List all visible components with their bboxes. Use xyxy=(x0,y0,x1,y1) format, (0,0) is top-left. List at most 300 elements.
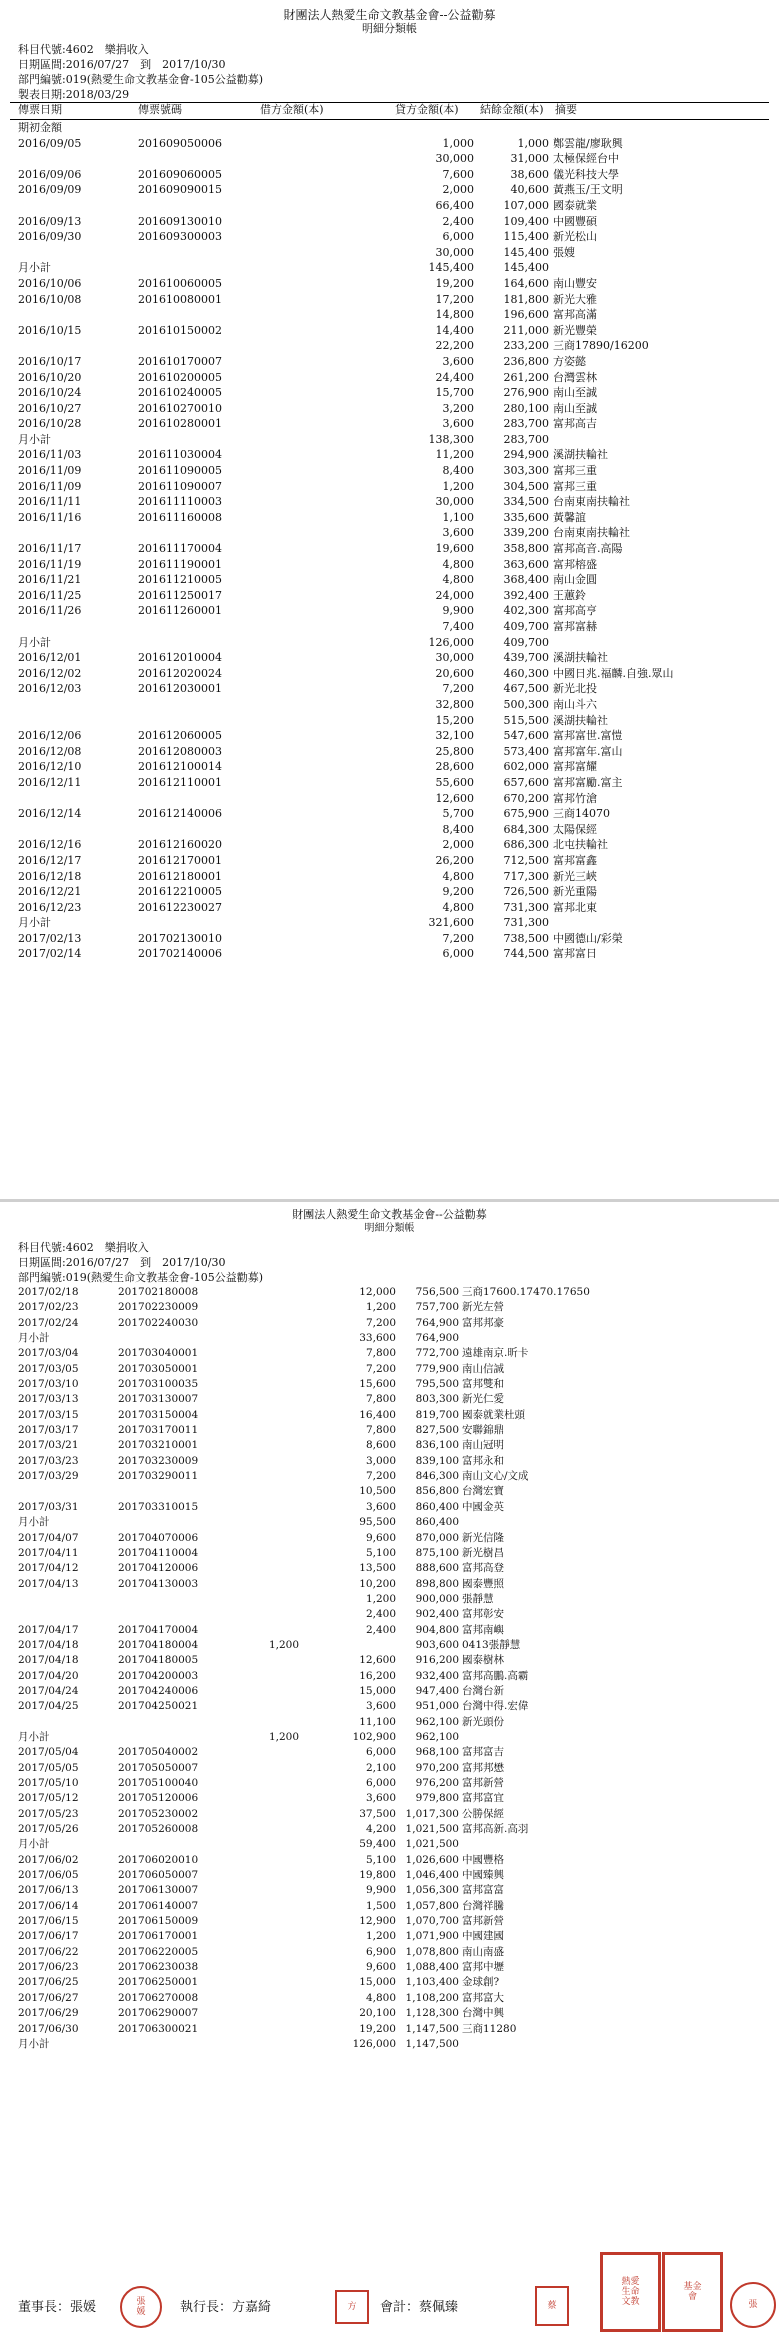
row-memo: 富邦雙和 xyxy=(462,1378,504,1391)
row-voucher: 201611110003 xyxy=(138,495,222,509)
table-row xyxy=(0,323,779,339)
row-memo: 富邦邦懋 xyxy=(462,1761,504,1774)
row-balance: 145,400 xyxy=(503,261,549,275)
row-voucher: 201706300021 xyxy=(118,2022,199,2035)
row-voucher: 201704200003 xyxy=(118,1669,199,1682)
row-balance: 962,100 xyxy=(415,1730,459,1743)
row-voucher: 201702230009 xyxy=(118,1301,199,1314)
row-date: 2017/04/12 xyxy=(18,1562,79,1575)
row-credit: 4,200 xyxy=(365,1823,396,1836)
round-seal-icon: 張 xyxy=(730,2282,776,2328)
row-date: 2017/04/25 xyxy=(18,1700,79,1713)
row-voucher: 201706130007 xyxy=(118,1884,199,1897)
row-date: 2016/11/16 xyxy=(18,510,82,524)
ceo-label: 執行長：方嘉綺 xyxy=(180,2300,272,2315)
row-balance: 657,600 xyxy=(503,775,549,789)
row-balance: 363,600 xyxy=(503,557,549,571)
table-row xyxy=(0,1868,779,1883)
row-voucher: 201612020024 xyxy=(138,666,222,680)
row-balance: 726,500 xyxy=(503,885,549,899)
row-credit: 12,000 xyxy=(359,1286,396,1298)
table-row xyxy=(0,1899,779,1914)
row-voucher: 201705260008 xyxy=(118,1823,199,1836)
row-memo: 富邦南嶼 xyxy=(462,1623,504,1636)
row-date: 2017/05/10 xyxy=(18,1777,79,1789)
table-row xyxy=(0,713,779,729)
table-row xyxy=(0,245,779,261)
row-date: 月小計 xyxy=(18,432,51,446)
row-voucher: 201611210005 xyxy=(138,573,222,587)
row-voucher: 201611160008 xyxy=(138,510,222,524)
table-row xyxy=(0,588,779,604)
table-row xyxy=(0,525,779,541)
row-credit: 138,300 xyxy=(428,432,474,446)
row-memo: 富邦高新.高羽 xyxy=(462,1823,529,1836)
table-row xyxy=(0,370,779,386)
row-memo: 遠雄南京.昕卡 xyxy=(462,1347,529,1360)
row-date: 2017/02/13 xyxy=(18,931,82,945)
row-balance: 196,600 xyxy=(503,308,549,322)
row-credit: 12,600 xyxy=(359,1654,396,1667)
table-row xyxy=(0,619,779,635)
row-date: 2017/03/10 xyxy=(18,1378,79,1391)
row-balance: 1,070,700 xyxy=(405,1915,459,1928)
table-row xyxy=(0,697,779,713)
row-balance: 717,300 xyxy=(503,869,549,883)
row-memo: 台灣中得.宏偉 xyxy=(462,1700,529,1713)
row-balance: 860,400 xyxy=(415,1516,459,1529)
row-balance: 368,400 xyxy=(503,573,549,587)
row-date: 2016/12/11 xyxy=(18,775,82,789)
row-voucher: 201703170011 xyxy=(118,1424,199,1437)
row-credit: 2,400 xyxy=(442,214,474,228)
row-credit: 24,000 xyxy=(435,588,474,602)
row-date: 2017/06/30 xyxy=(18,2022,79,2035)
row-memo: 方姿懿 xyxy=(553,354,586,368)
row-credit: 24,400 xyxy=(435,370,474,384)
row-voucher: 201612210005 xyxy=(138,885,222,899)
report-title-2: 財團法人熱愛生命文教基金會--公益勸募 xyxy=(292,1208,487,1221)
row-credit: 2,400 xyxy=(365,1608,396,1621)
row-voucher: 201610200005 xyxy=(138,370,222,384)
row-voucher: 201612080003 xyxy=(138,744,222,758)
row-memo: 公勝保經 xyxy=(462,1807,504,1820)
row-memo: 國泰豐照 xyxy=(462,1577,504,1590)
table-row xyxy=(0,775,779,791)
row-credit: 37,500 xyxy=(359,1807,396,1820)
row-date: 2016/12/21 xyxy=(18,885,82,899)
row-date: 2016/12/23 xyxy=(18,900,82,914)
row-balance: 460,300 xyxy=(503,666,549,680)
row-voucher: 201702240030 xyxy=(118,1316,199,1329)
ledger-page-2 xyxy=(0,1202,779,2330)
row-balance: 107,000 xyxy=(503,198,549,212)
row-balance: 38,600 xyxy=(510,167,549,181)
row-balance: 602,000 xyxy=(503,760,549,774)
row-memo: 國泰就業 xyxy=(553,198,597,212)
row-memo: 國泰樹林 xyxy=(462,1654,504,1667)
table-row xyxy=(0,1408,779,1423)
row-date: 2017/03/23 xyxy=(18,1454,79,1467)
row-balance: 731,300 xyxy=(503,900,549,914)
row-balance: 1,046,400 xyxy=(405,1869,459,1882)
row-balance: 294,900 xyxy=(503,448,549,462)
table-row xyxy=(0,1392,779,1407)
table-row xyxy=(0,432,779,448)
table-row xyxy=(0,946,779,962)
row-voucher: 201703210001 xyxy=(118,1439,199,1452)
table-row xyxy=(0,915,779,931)
row-memo: 王蕙鈴 xyxy=(553,588,586,602)
table-row xyxy=(0,1653,779,1668)
row-voucher: 201703310015 xyxy=(118,1500,199,1513)
row-date: 月小計 xyxy=(18,1332,50,1345)
row-credit: 19,200 xyxy=(435,276,474,290)
row-voucher: 201704240006 xyxy=(118,1684,199,1697)
row-credit: 5,100 xyxy=(365,1853,396,1866)
row-balance: 951,000 xyxy=(415,1700,459,1713)
row-memo: 台灣雲林 xyxy=(553,370,597,384)
row-balance: 756,500 xyxy=(415,1286,459,1298)
row-credit: 4,800 xyxy=(365,1991,396,2004)
row-date: 2017/04/24 xyxy=(18,1684,79,1697)
report-title: 財團法人熱愛生命文教基金會--公益勸募 xyxy=(283,8,496,22)
row-voucher: 201612230027 xyxy=(138,900,222,914)
table-row xyxy=(0,167,779,183)
row-date: 2016/11/09 xyxy=(18,479,82,493)
table-row xyxy=(0,1561,779,1576)
row-voucher: 201610280001 xyxy=(138,417,222,431)
row-credit: 7,200 xyxy=(365,1316,396,1329)
row-date: 2017/02/18 xyxy=(18,1286,79,1298)
row-date: 2016/12/08 xyxy=(18,744,82,758)
row-date: 2017/06/02 xyxy=(18,1853,79,1866)
row-credit: 95,500 xyxy=(359,1516,396,1529)
row-balance: 738,500 xyxy=(503,931,549,945)
row-credit: 14,800 xyxy=(435,308,474,322)
row-memo: 北屯扶輪社 xyxy=(553,838,608,852)
row-credit: 30,000 xyxy=(435,245,474,259)
row-voucher: 201705230002 xyxy=(118,1807,199,1820)
row-date: 2016/12/14 xyxy=(18,807,82,821)
chairman-seal-icon: 張 媛 xyxy=(120,2286,162,2328)
row-credit: 6,900 xyxy=(365,1945,396,1958)
row-memo: 新光頭份 xyxy=(462,1715,504,1728)
row-credit: 6,000 xyxy=(442,230,474,244)
row-memo: 南山南盛 xyxy=(462,1945,504,1958)
row-credit: 5,700 xyxy=(442,807,474,821)
row-balance: 145,400 xyxy=(503,245,549,259)
row-balance: 744,500 xyxy=(503,947,549,961)
row-voucher: 201702140006 xyxy=(138,947,222,961)
row-voucher: 201703040001 xyxy=(118,1347,199,1360)
table-row xyxy=(0,635,779,651)
row-balance: 764,900 xyxy=(415,1316,459,1329)
row-voucher: 201609060005 xyxy=(138,167,222,181)
row-date: 2016/12/02 xyxy=(18,666,82,680)
row-date: 2016/12/03 xyxy=(18,682,82,696)
row-memo: 中國金英 xyxy=(462,1500,504,1513)
row-credit: 3,600 xyxy=(442,354,474,368)
row-balance: 731,300 xyxy=(503,916,549,930)
row-balance: 764,900 xyxy=(415,1332,459,1345)
row-balance: 1,017,300 xyxy=(405,1807,459,1820)
ceo-seal-icon: 方 xyxy=(335,2290,369,2324)
row-memo: 富邦富吉 xyxy=(462,1746,504,1759)
row-voucher: 201610080001 xyxy=(138,292,222,306)
row-date: 2016/10/28 xyxy=(18,417,82,431)
row-credit: 15,000 xyxy=(359,1684,396,1697)
row-credit: 9,900 xyxy=(442,604,474,618)
table-row xyxy=(0,572,779,588)
row-balance: 856,800 xyxy=(415,1485,459,1498)
row-memo: 富邦富大 xyxy=(462,1991,504,2004)
row-debit: 1,200 xyxy=(268,1730,299,1743)
table-row xyxy=(0,1515,779,1530)
signature-footer xyxy=(0,2277,779,2330)
table-row xyxy=(0,681,779,697)
row-memo: 金球創? xyxy=(462,1976,500,1989)
row-memo: 鄭雲龍/廖耿興 xyxy=(553,136,623,150)
row-credit: 33,600 xyxy=(359,1332,396,1345)
row-date: 2017/06/05 xyxy=(18,1869,79,1882)
table-row xyxy=(0,1945,779,1960)
row-memo: 富邦彰安 xyxy=(462,1608,504,1621)
report-meta xyxy=(0,42,779,102)
row-memo: 中國日兆.福麟.自強.眾山 xyxy=(553,666,674,680)
row-voucher: 201706170001 xyxy=(118,1930,199,1943)
row-credit: 4,800 xyxy=(442,557,474,571)
table-row xyxy=(0,1285,779,1300)
row-voucher: 201609300003 xyxy=(138,230,222,244)
date-range-2: 日期區間:2016/07/27 到 2017/10/30 xyxy=(18,1256,226,1269)
row-date: 2016/09/05 xyxy=(18,136,82,150)
row-balance: 339,200 xyxy=(503,526,549,540)
row-memo: 張靜慧 xyxy=(462,1592,494,1605)
row-date: 2017/05/04 xyxy=(18,1746,79,1759)
row-memo: 南山斗六 xyxy=(553,697,597,711)
row-balance: 839,100 xyxy=(415,1454,459,1467)
table-row xyxy=(0,260,779,276)
row-date: 2017/02/14 xyxy=(18,947,82,961)
table-row xyxy=(0,1761,779,1776)
table-row xyxy=(0,1699,779,1714)
row-credit: 7,800 xyxy=(365,1347,396,1360)
row-credit: 9,200 xyxy=(442,885,474,899)
table-row xyxy=(0,837,779,853)
row-credit: 12,600 xyxy=(435,791,474,805)
row-date: 2017/03/15 xyxy=(18,1408,79,1421)
row-balance: 1,088,400 xyxy=(405,1961,459,1974)
table-row xyxy=(0,292,779,308)
row-memo: 新光松山 xyxy=(553,230,597,244)
row-voucher: 201706230038 xyxy=(118,1961,199,1974)
row-memo: 新光樹昌 xyxy=(462,1546,504,1559)
row-date: 2017/04/13 xyxy=(18,1577,79,1590)
row-voucher: 201609130010 xyxy=(138,214,222,228)
table-row xyxy=(0,1607,779,1622)
report-subtitle-2: 明細分類帳 xyxy=(364,1223,415,1234)
row-memo: 新光豐榮 xyxy=(553,323,597,337)
row-voucher: 201611250017 xyxy=(138,588,222,602)
table-row xyxy=(0,1776,779,1791)
row-balance: 31,000 xyxy=(510,152,549,166)
row-date: 2016/09/06 xyxy=(18,167,82,181)
table-row xyxy=(0,354,779,370)
row-balance: 903,600 xyxy=(415,1638,459,1651)
row-date: 2017/03/21 xyxy=(18,1439,79,1452)
row-date: 2016/12/01 xyxy=(18,651,82,665)
row-date: 2016/12/10 xyxy=(18,760,82,774)
row-memo: 新光左營 xyxy=(462,1301,504,1314)
row-memo: 0413張靜慧 xyxy=(462,1638,521,1651)
row-balance: 304,500 xyxy=(503,479,549,493)
row-credit: 19,200 xyxy=(359,2022,396,2035)
row-voucher: 201612180001 xyxy=(138,869,222,883)
row-date: 2017/04/18 xyxy=(18,1638,79,1651)
table-row xyxy=(0,1438,779,1453)
row-balance: 1,021,500 xyxy=(405,1838,459,1851)
row-credit: 1,500 xyxy=(365,1899,396,1912)
row-balance: 836,100 xyxy=(415,1439,459,1452)
accountant-label: 會計：蔡佩臻 xyxy=(380,2300,459,2315)
row-date: 2016/11/03 xyxy=(18,448,82,462)
row-voucher: 201703150004 xyxy=(118,1408,199,1421)
row-memo: 新光北投 xyxy=(553,682,597,696)
row-credit: 22,200 xyxy=(435,339,474,353)
row-date: 2017/04/07 xyxy=(18,1531,79,1544)
row-date: 2017/02/23 xyxy=(18,1301,79,1314)
row-date: 2016/11/19 xyxy=(18,557,82,571)
row-memo: 中國建國 xyxy=(462,1930,504,1943)
table-row xyxy=(0,1500,779,1515)
table-row xyxy=(0,1623,779,1638)
table-row xyxy=(0,1546,779,1561)
header-credit: 貸方金額(本) xyxy=(395,103,459,116)
row-voucher: 201612140006 xyxy=(138,807,222,821)
row-balance: 779,900 xyxy=(415,1362,459,1375)
row-voucher: 201612030001 xyxy=(138,682,222,696)
row-memo: 台灣中興 xyxy=(462,2007,504,2020)
table-row xyxy=(0,1469,779,1484)
row-credit: 32,100 xyxy=(435,729,474,743)
table-row xyxy=(0,1991,779,2006)
row-date: 2016/10/06 xyxy=(18,276,82,290)
row-memo: 富邦富宜 xyxy=(462,1792,504,1805)
print-date: 製表日期:2018/03/29 xyxy=(18,88,130,101)
table-row xyxy=(0,1484,779,1499)
row-credit: 2,000 xyxy=(442,838,474,852)
row-memo: 溪湖扶輪社 xyxy=(553,713,608,727)
row-memo: 南山至誠 xyxy=(553,386,597,400)
table-row xyxy=(0,603,779,619)
row-balance: 757,700 xyxy=(415,1301,459,1314)
row-voucher: 201704180005 xyxy=(118,1654,199,1667)
row-voucher: 201706150009 xyxy=(118,1915,199,1928)
row-memo: 溪湖扶輪社 xyxy=(553,651,608,665)
header-debit: 借方金額(本) xyxy=(260,103,324,116)
row-memo: 南山豐安 xyxy=(553,276,597,290)
row-credit: 8,400 xyxy=(442,464,474,478)
row-credit: 3,000 xyxy=(365,1454,396,1467)
header-voucher: 傳票號碼 xyxy=(138,103,182,116)
row-credit: 126,000 xyxy=(428,635,474,649)
row-memo: 新光重陽 xyxy=(553,885,597,899)
row-credit: 3,600 xyxy=(365,1500,396,1513)
table-row xyxy=(0,1853,779,1868)
row-balance: 916,200 xyxy=(415,1654,459,1667)
row-date: 月小計 xyxy=(18,1838,50,1851)
table-row xyxy=(0,541,779,557)
table-row xyxy=(0,791,779,807)
row-voucher: 201705100040 xyxy=(118,1777,199,1789)
row-memo: 台灣祥騰 xyxy=(462,1899,504,1912)
row-memo: 台南東南扶輪社 xyxy=(553,526,630,540)
row-date: 期初金額 xyxy=(18,121,62,134)
row-credit: 11,100 xyxy=(359,1715,396,1728)
row-balance: 181,800 xyxy=(503,292,549,306)
row-balance: 211,000 xyxy=(503,323,549,337)
table-row xyxy=(0,447,779,463)
table-row xyxy=(0,416,779,432)
row-memo: 富邦高吉 xyxy=(553,417,597,431)
row-memo: 富邦邦豪 xyxy=(462,1316,504,1329)
row-voucher: 201705120006 xyxy=(118,1792,199,1805)
row-voucher: 201610170007 xyxy=(138,354,222,368)
row-credit: 66,400 xyxy=(435,198,474,212)
ledger-rows xyxy=(0,120,779,962)
row-voucher: 201612160020 xyxy=(138,838,222,852)
row-balance: 932,400 xyxy=(415,1669,459,1682)
row-credit: 25,800 xyxy=(435,744,474,758)
row-date: 2017/03/13 xyxy=(18,1393,79,1406)
table-row xyxy=(0,229,779,245)
row-credit: 126,000 xyxy=(352,2037,396,2050)
row-balance: 1,108,200 xyxy=(405,1991,459,2004)
chairman-label: 董事長：張媛 xyxy=(18,2300,97,2315)
table-row xyxy=(0,869,779,885)
date-range: 日期區間:2016/07/27 到 2017/10/30 xyxy=(18,58,226,71)
table-row xyxy=(0,494,779,510)
row-date: 2016/10/24 xyxy=(18,386,82,400)
row-voucher: 201612060005 xyxy=(138,729,222,743)
row-credit: 26,200 xyxy=(435,853,474,867)
table-row xyxy=(0,1331,779,1346)
row-memo: 國泰就業杜頭 xyxy=(462,1408,525,1421)
table-row xyxy=(0,2037,779,2052)
row-date: 2017/04/20 xyxy=(18,1669,79,1682)
row-memo: 富邦富勵.富主 xyxy=(553,775,623,789)
row-date: 2017/06/13 xyxy=(18,1884,79,1897)
row-credit: 2,000 xyxy=(442,183,474,197)
row-voucher: 201704130003 xyxy=(118,1577,199,1590)
row-date: 月小計 xyxy=(18,1730,50,1743)
row-credit: 15,700 xyxy=(435,386,474,400)
table-row xyxy=(0,276,779,292)
row-balance: 1,056,300 xyxy=(405,1884,459,1897)
row-balance: 875,100 xyxy=(415,1546,459,1559)
department-2: 部門編號:019(熱愛生命文教基金會-105公益勸募) xyxy=(18,1271,263,1284)
row-voucher: 201703290011 xyxy=(118,1470,199,1483)
row-credit: 13,500 xyxy=(359,1562,396,1575)
row-voucher: 201704180004 xyxy=(118,1638,199,1651)
row-voucher: 201703130007 xyxy=(118,1393,199,1406)
row-memo: 溪湖扶輪社 xyxy=(553,448,608,462)
accountant-seal-icon: 蔡 xyxy=(535,2286,569,2326)
row-date: 2016/10/15 xyxy=(18,323,82,337)
row-date: 2016/11/21 xyxy=(18,573,82,587)
table-row xyxy=(0,1454,779,1469)
